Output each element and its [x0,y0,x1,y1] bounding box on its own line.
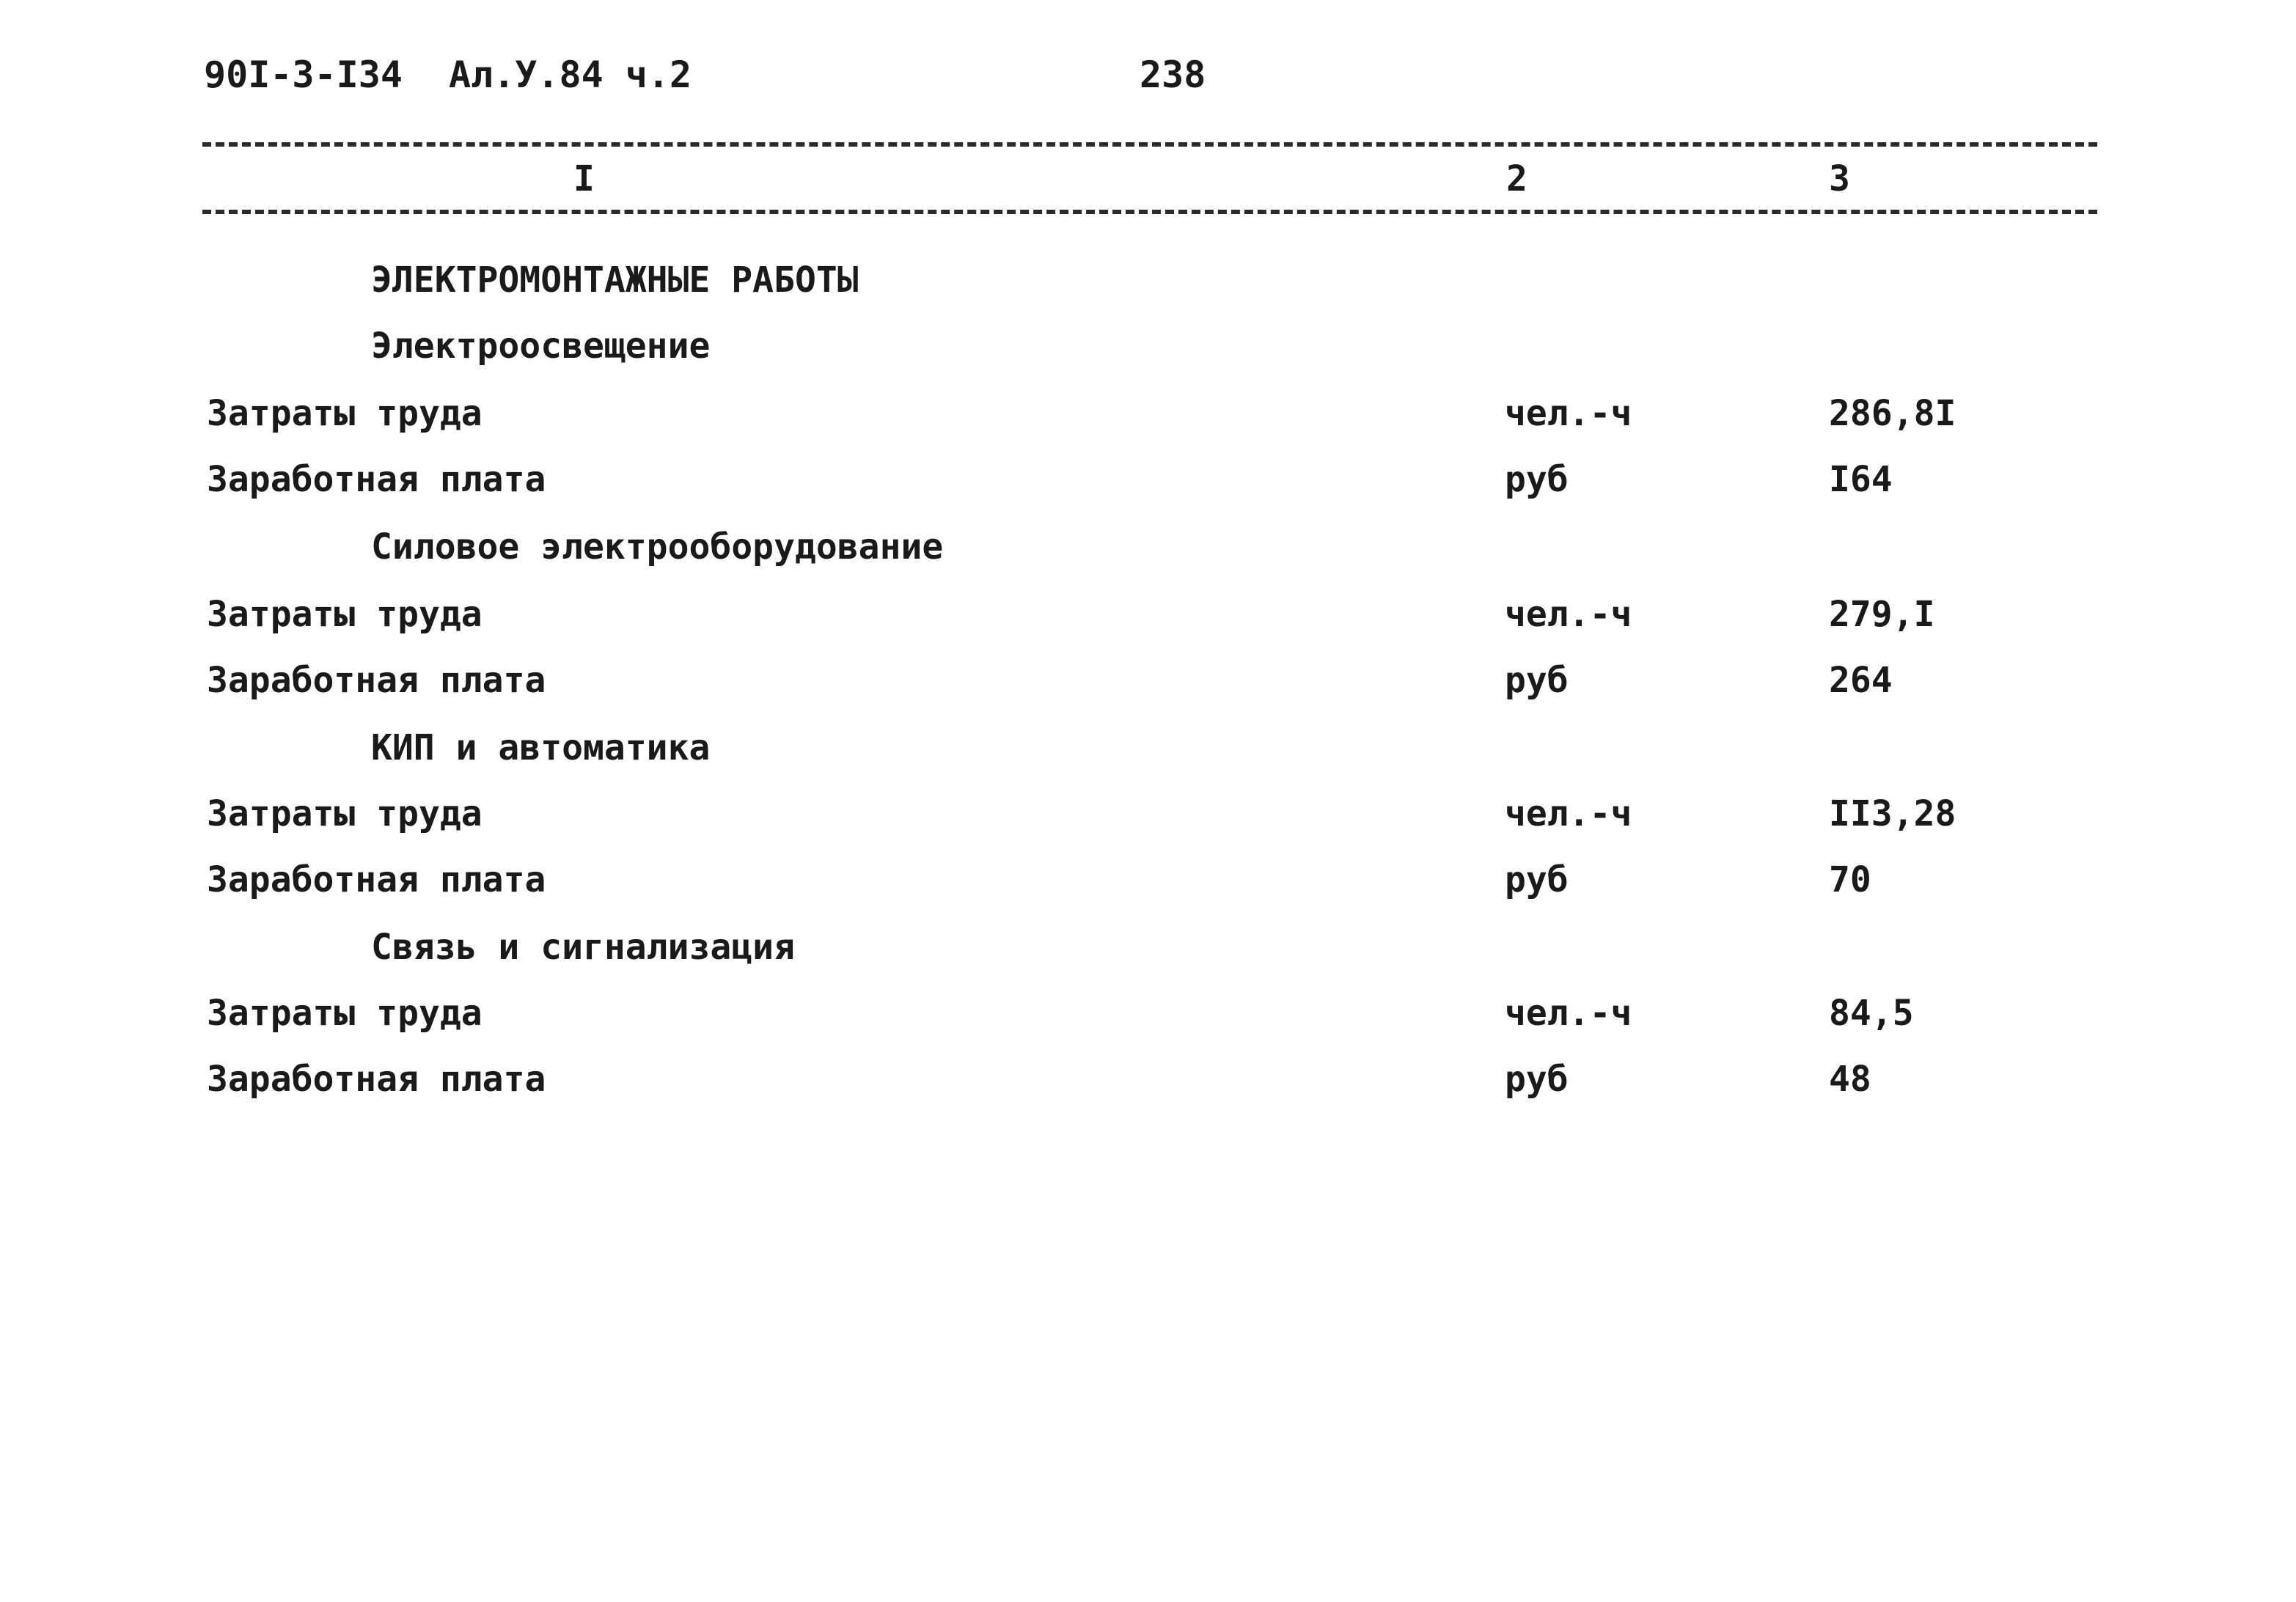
row-label: Заработная плата [207,1059,546,1100]
row-unit: чел.-ч [1505,393,1632,434]
row-value: 279,I [1829,594,1935,635]
row-label: Заработная плата [207,660,546,701]
row-value: II3,28 [1829,793,1956,834]
row-label: Заработная плата [207,859,546,900]
row-unit: руб [1505,660,1569,701]
row-value: I64 [1829,459,1893,500]
row-label: Затраты труда [207,393,483,434]
doc-code: 90I-3-I34 [204,54,403,96]
row-label: Затраты труда [207,993,483,1034]
row-unit: чел.-ч [1505,793,1632,834]
group-title-instrumentation: КИП и автоматика [371,727,711,768]
group-title-lighting: Электроосвещение [371,326,711,367]
row-value: 286,8I [1829,393,1956,434]
album-reference: Ал.У.84 ч.2 [449,54,692,96]
table-head-bottom-rule [202,210,2097,214]
row-value: 264 [1829,660,1893,701]
row-unit: руб [1505,1059,1569,1100]
row-unit: руб [1505,459,1569,500]
row-label: Затраты труда [207,594,483,635]
column-2-header: 2 [1506,158,1527,199]
group-title-power: Силовое электрооборудование [371,526,944,567]
row-value: 70 [1829,859,1871,900]
row-label: Затраты труда [207,793,483,834]
row-unit: чел.-ч [1505,594,1632,635]
column-1-header: I [573,158,595,199]
table-head-top-rule [202,142,2097,147]
section-title: ЭЛЕКТРОМОНТАЖНЫЕ РАБОТЫ [371,260,859,301]
column-3-header: 3 [1829,158,1850,199]
row-label: Заработная плата [207,459,546,500]
row-unit: руб [1505,859,1569,900]
page-number: 238 [1140,54,1206,96]
row-unit: чел.-ч [1505,993,1632,1034]
row-value: 84,5 [1829,993,1914,1034]
row-value: 48 [1829,1059,1871,1100]
group-title-communications: Связь и сигнализация [371,927,795,968]
